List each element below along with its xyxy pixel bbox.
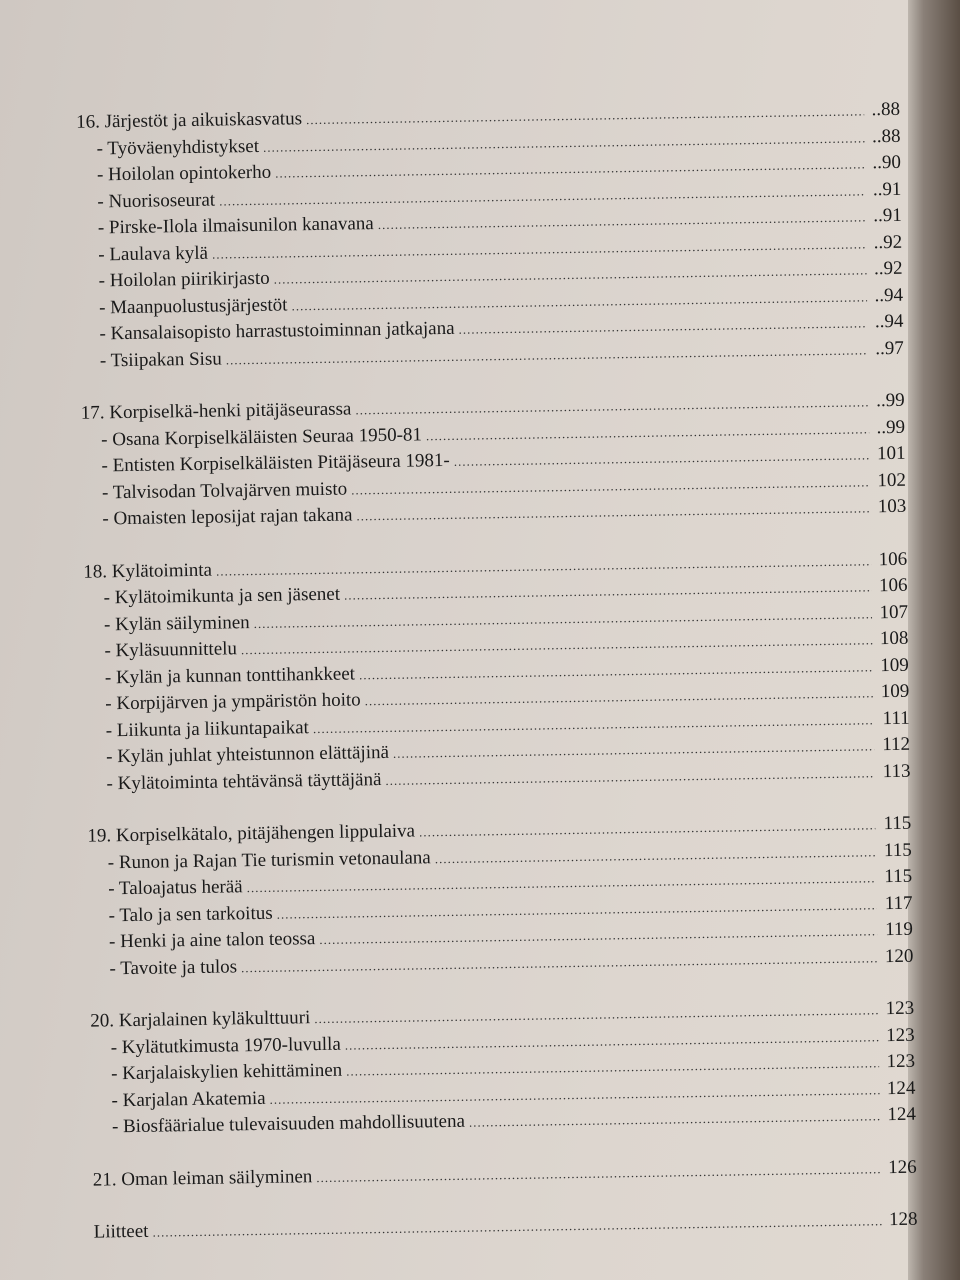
toc-subentry-label: - Kylän ja kunnan tonttihankkeet xyxy=(104,662,356,688)
toc-chapter-label: 21. Oman leiman säilyminen xyxy=(92,1165,313,1191)
toc-chapter-label: 17. Korpiselkä-henki pitäjäseurassa xyxy=(80,398,352,424)
toc-subentry-page-number: ..91 xyxy=(872,178,902,200)
toc-subentry-page-number: ..94 xyxy=(874,310,904,333)
toc-subentry-label: - Runon ja Rajan Tie turismin vetonaulana xyxy=(107,846,431,873)
toc-subentry-label: - Kylätutkimusta 1970-luvulla xyxy=(110,1033,341,1058)
toc-subentry-label: - Tsiipakan Sisu xyxy=(99,347,222,371)
toc-chapter-page-number: 128 xyxy=(888,1208,918,1231)
toc-subentry-label: - Kylän juhlat yhteistunnon elättäjinä xyxy=(106,741,390,768)
toc-chapter-page-number: ..99 xyxy=(876,389,905,412)
toc-subentry-label: - Hoilolan piirikirjasto xyxy=(98,267,270,292)
toc-subentry-label: - Kansalaisopisto harrastustoiminnan jatkajana xyxy=(99,317,455,345)
toc-chapter-page-number: 115 xyxy=(883,812,912,835)
toc-subentry-page-number: 123 xyxy=(886,1050,916,1073)
toc-subentry-page-number: 113 xyxy=(882,760,911,782)
toc-subentry-page-number: 108 xyxy=(879,627,909,650)
toc-subentry-page-number: ..90 xyxy=(872,151,902,174)
toc-chapter-page-number: 123 xyxy=(885,997,915,1020)
toc-subentry-page-number: 109 xyxy=(880,680,910,703)
toc-subentry-page-number: ..88 xyxy=(871,125,901,147)
toc-chapter-page-number: 126 xyxy=(888,1156,917,1178)
toc-subentry-page-number: 101 xyxy=(876,442,906,465)
toc-subentry-label: - Kyläsuunnittelu xyxy=(104,638,238,662)
toc-subentry-page-number: 106 xyxy=(878,574,908,597)
toc-subentry-page-number: 102 xyxy=(877,469,907,491)
toc-subentry-label: - Talo ja sen tarkoitus xyxy=(108,902,273,926)
toc-chapter-label: Liitteet xyxy=(93,1220,149,1243)
toc-subentry-page-number: ..94 xyxy=(874,284,904,306)
book-spine xyxy=(908,0,960,1280)
toc-chapter-label: 18. Kylätoiminta xyxy=(83,559,213,583)
toc-subentry-page-number: 115 xyxy=(884,865,913,888)
toc-subentry-label: - Taloajatus herää xyxy=(108,876,243,900)
toc-chapter-label: 20. Karjalainen kyläkulttuuri xyxy=(90,1007,311,1032)
toc-subentry-page-number: 115 xyxy=(883,839,912,861)
toc-subentry-label: - Biosfäärialue tulevaisuuden mahdollisuutena xyxy=(111,1110,466,1138)
toc-subentry-page-number: 111 xyxy=(882,707,910,729)
toc-subentry-page-number: 109 xyxy=(880,654,909,676)
toc-subentry-page-number: 117 xyxy=(884,892,913,914)
toc-chapter-label: 19. Korpiselkätalo, pitäjähengen lippulaiva xyxy=(87,820,416,847)
toc-subentry-page-number: ..97 xyxy=(875,337,905,359)
toc-subentry-page-number: 124 xyxy=(886,1077,916,1099)
toc-subentry-page-number: ..92 xyxy=(873,231,903,253)
toc-subentry-label: - Karjalaiskylien kehittäminen xyxy=(110,1059,343,1085)
toc-subentry-page-number: 112 xyxy=(882,733,911,756)
toc-subentry-page-number: 120 xyxy=(884,945,914,967)
table-of-contents xyxy=(60,97,918,1247)
toc-subentry-label: - Karjalan Akatemia xyxy=(111,1087,266,1111)
toc-subentry-page-number: 107 xyxy=(879,601,909,623)
toc-chapter-page-number: 106 xyxy=(878,548,908,570)
toc-subentry-label: - Nuorisoseurat xyxy=(97,189,216,212)
toc-subentry-page-number: 103 xyxy=(877,495,907,518)
toc-chapter-page-number: ..88 xyxy=(871,98,901,121)
toc-subentry-label: - Työväenyhdistykset xyxy=(96,135,260,159)
toc-subentry-label: - Maanpuolustusjärjestöt xyxy=(98,293,288,318)
toc-subentry-label: - Osana Korpiselkäläisten Seuraa 1950-81 xyxy=(101,423,423,450)
toc-subentry-label: - Tavoite ja tulos xyxy=(109,955,238,979)
toc-chapter-label: 16. Järjestöt ja aikuiskasvatus xyxy=(76,108,303,133)
toc-subentry-page-number: 119 xyxy=(885,918,914,941)
toc-subentry-label: - Korpijärven ja ympäristön hoito xyxy=(105,689,361,715)
toc-subentry-page-number: 123 xyxy=(885,1024,915,1046)
toc-subentry-label: - Pirske-Ilola ilmaisunilon kanavana xyxy=(97,213,374,239)
toc-subentry-label: - Kylätoimikunta ja sen jäsenet xyxy=(103,583,341,609)
toc-subentry-label: - Talvisodan Tolvajärven muisto xyxy=(101,478,348,503)
toc-subentry-label: - Henki ja aine talon teossa xyxy=(108,928,316,953)
toc-subentry-label: - Entisten Korpiselkäläisten Pitäjäseura 1981- xyxy=(101,449,450,477)
toc-subentry-label: - Liikunta ja liikuntapaikat xyxy=(105,716,310,741)
toc-subentry-label: - Laulava kylä xyxy=(98,242,209,265)
toc-subentry-label: - Kylän säilyminen xyxy=(103,611,250,635)
toc-subentry-page-number: 124 xyxy=(887,1103,917,1126)
toc-subentry-label: - Hoilolan opintokerho xyxy=(96,161,272,186)
toc-subentry-label: - Kylätoiminta tehtävänsä täyttäjänä xyxy=(106,768,382,794)
toc-subentry-page-number: ..99 xyxy=(876,416,906,438)
toc-subentry-page-number: ..91 xyxy=(873,204,902,227)
toc-subentry-label: - Omaisten leposijat rajan takana xyxy=(102,504,353,530)
toc-subentry-page-number: ..92 xyxy=(873,257,903,280)
